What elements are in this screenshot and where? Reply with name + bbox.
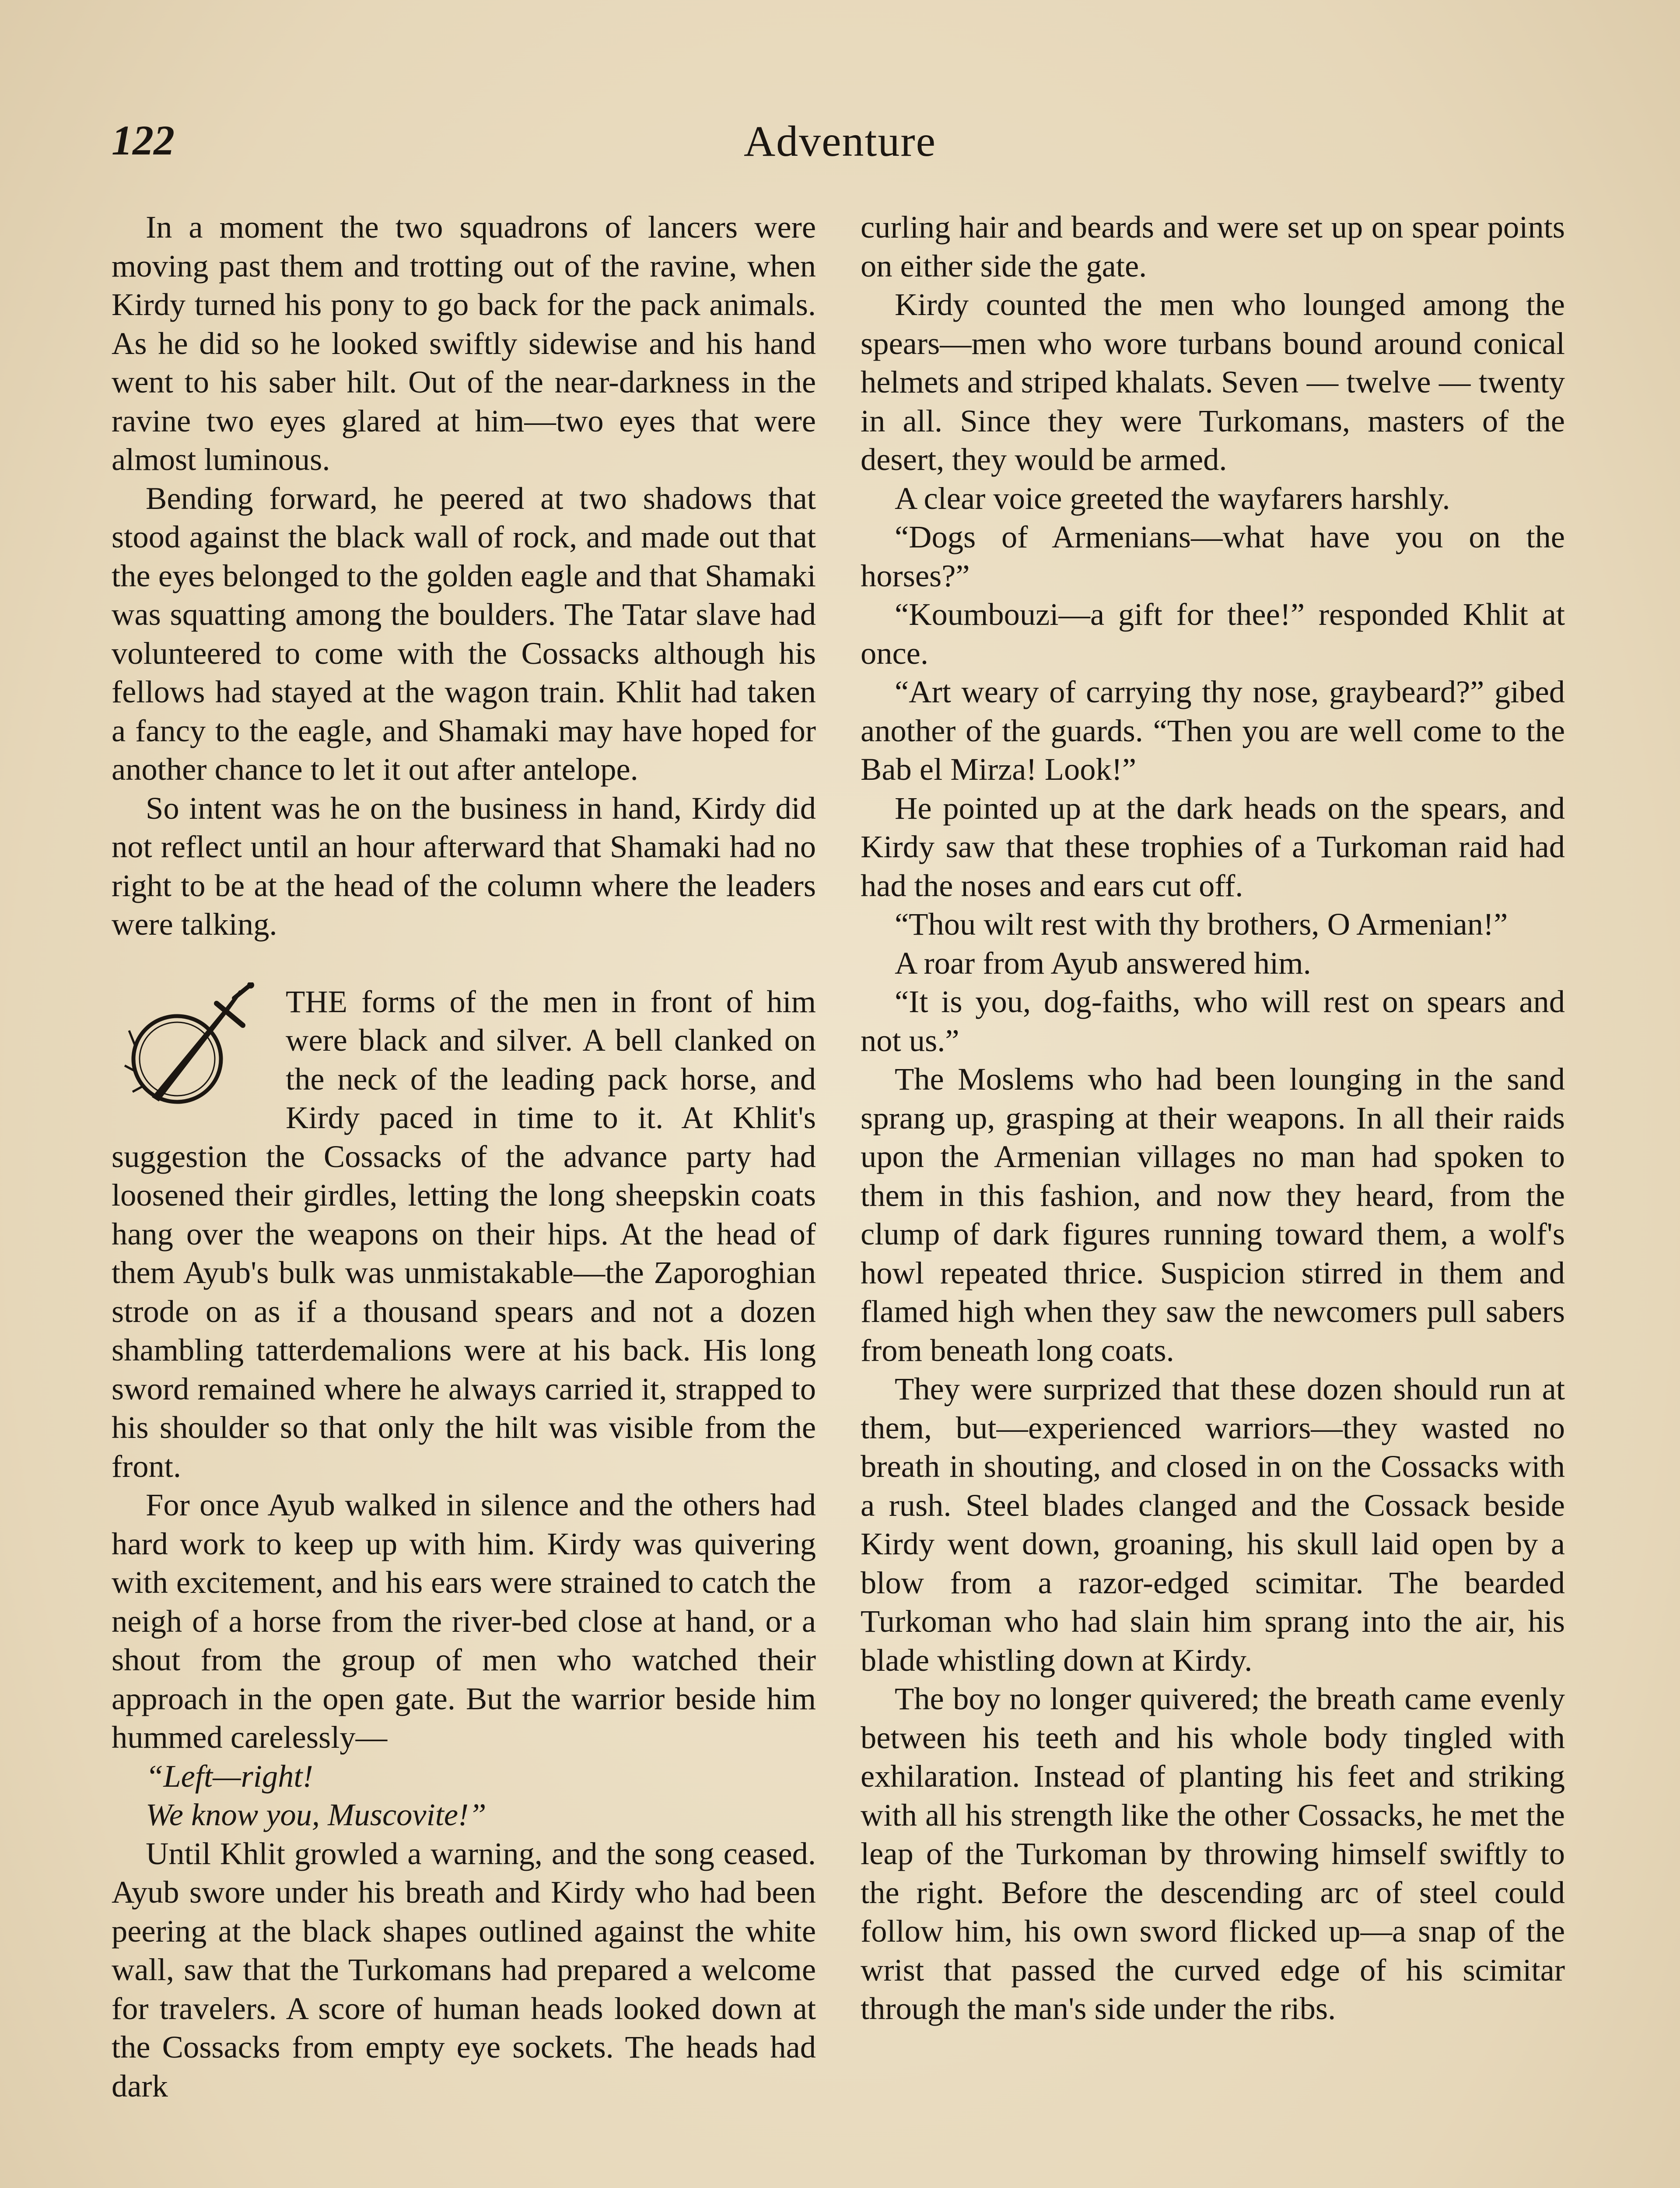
running-title: Adventure	[743, 117, 937, 165]
paragraph: THE forms of the men in front of him were black and silver. A bell clanked on the neck of the leading pack horse, and Kirdy paced in time to it. At Khlit's suggestion the Cossacks of the advance party had loosened their girdles, letting the long sheepskin coats hang over the weapons on their hips. At the head of them Ayub's bulk was unmistakable—the Zaporoghian strode on as if a thousand spears and not a dozen shambling tatterdemalions were at his back. His long sword remained where he always carried it, strapped to his shoulder so that only the hilt was visible from the front.	[112, 983, 816, 1484]
paragraph: “Thou wilt rest with thy brothers, O Armenian!”	[895, 906, 1508, 942]
page-header	[112, 112, 1568, 173]
paragraph: curling hair and beards and were set up on spear points on either side the gate.	[861, 209, 1565, 284]
paragraph: “Art weary of carrying thy nose, graybeard?” gibed another of the guards. “Then you are well come to the Bab el Mirza! Look!”	[861, 674, 1565, 787]
page-number: 122	[112, 117, 175, 164]
paragraph: A roar from Ayub answered him.	[895, 945, 1311, 981]
paragraph: He pointed up at the dark heads on the spears, and Kirdy saw that these trophies of a Turkoman raid had had the noses and ears cut off.	[861, 790, 1565, 903]
paragraph: The Moslems who had been lounging in the sand sprang up, grasping at their weapons. In all their raids upon the Armenian villages no man had spoken to them in this fashion, and now they heard, from the clump of dark figures running toward them, a wolf's howl repeated thrice. Suspicion stirred in them and flamed high when they saw the newcomers pull sabers from beneath long coats.	[861, 1061, 1565, 1368]
paragraph: The boy no longer quivered; the breath came evenly between his teeth and his whole body tingled with exhilaration. Instead of planting his feet and striking with all his strength like the other Cossacks, he met the leap of the Turkoman by throwing himself swiftly to the right. Before the descending arc of steel could follow him, his own sword flicked up—a snap of the wrist that passed the curved edge of his scimitar through the man's side under the ribs.	[861, 1681, 1565, 2026]
paragraph: “Dogs of Armenians—what have you on the horses?”	[861, 519, 1565, 593]
verse-line: “Left—right!	[146, 1758, 313, 1794]
sword-in-circle-ornament-icon	[112, 982, 278, 1118]
paragraph: For once Ayub walked in silence and the others had hard work to keep up with him. Kirdy was quivering with excitement, and his ears were strained to catch the neigh of a horse from the river-bed close at hand, or a shout from the group of men who watched their approach in the open gate. But the warrior beside him hummed carelessly—	[112, 1487, 816, 1755]
verse-line: We know you, Muscovite!”	[146, 1797, 486, 1832]
paragraph: “Koumbouzi—a gift for thee!” responded Khlit at once.	[861, 596, 1565, 671]
paragraph: They were surprized that these dozen should run at them, but—experienced warriors—they wasted no breath in shouting, and closed in on the Cossacks with a rush. Steel blades clanged and the Cossack beside Kirdy went down, groaning, his skull laid open by a blow from a razor-edged scimitar. The bearded Turkoman who had slain him sprang into the air, his blade whistling down at Kirdy.	[861, 1371, 1565, 1678]
section-opening	[112, 982, 816, 1486]
paragraph: In a moment the two squadrons of lancers were moving past them and trotting out of the ravine, when Kirdy turned his pony to go back for the pack animals. As he did so he looked swiftly sidewise and his hand went to his saber hilt. Out of the near-darkness in the ravine two eyes glared at him—two eyes that were almost luminous.	[112, 209, 816, 477]
paragraph: “It is you, dog-faiths, who will rest on spears and not us.”	[861, 984, 1565, 1058]
paragraph: Until Khlit growled a warning, and the song ceased. Ayub swore under his breath and Kirdy who had been peering at the black shapes outlined against the white wall, saw that the Turkomans had prepared a welcome for travelers. A score of human heads looked down at the Cossacks from empty eye sockets. The heads had dark	[112, 1835, 816, 2104]
paragraph: A clear voice greeted the wayfarers harshly.	[895, 480, 1450, 516]
section-break	[112, 944, 816, 982]
right-column	[861, 208, 1565, 2028]
left-column	[112, 208, 816, 2105]
paragraph: Kirdy counted the men who lounged among the spears—men who wore turbans bound around conical helmets and striped khalats. Seven — twelve — twenty in all. Since they were Turkomans, masters of the desert, they would be armed.	[861, 287, 1565, 477]
paragraph: Bending forward, he peered at two shadows that stood against the black wall of rock, and made out that the eyes belonged to the golden eagle and that Shamaki was squatting among the boulders. The Tatar slave had volunteered to come with the Cossacks although his fellows had stayed at the wagon train. Khlit had taken a fancy to the eagle, and Shamaki may have hoped for another chance to let it out after antelope.	[112, 480, 816, 787]
paragraph: So intent was he on the business in hand, Kirdy did not reflect until an hour afterward that Shamaki had no right to be at the head of the column where the leaders were talking.	[112, 790, 816, 942]
